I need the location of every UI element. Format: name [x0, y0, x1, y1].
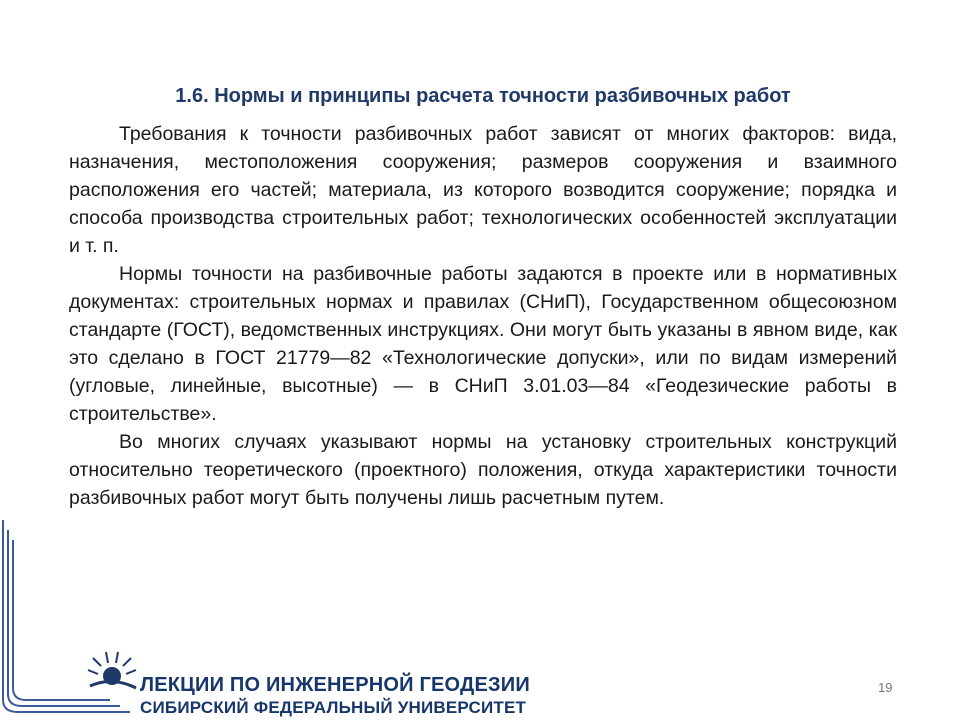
slide-title: 1.6. Нормы и принципы расчета точности разбивочных работ [175, 85, 791, 107]
page-number: 19 [878, 680, 893, 695]
paragraph: Требования к точности разбивочных работ зависят от многих факторов: вида, назначения, местоположения сооружения; размеров сооружения и взаимного расположения его частей; материала, из которого возводится сооружение; порядка и способа производства строительных работ; технологических особенностей эксплуатации и т. п. [69, 123, 897, 257]
footer-university-name: СИБИРСКИЙ ФЕДЕРАЛЬНЫЙ УНИВЕРСИТЕТ [140, 698, 527, 717]
sun-logo-icon [88, 652, 136, 688]
paragraph: Нормы точности на разбивочные работы задаются в проекте или в нормативных документах: строительных нормах и правилах (СНиП), Государственном общесоюзном стандарте (ГОСТ), ведомственных инструкциях. Они могут быть указаны в явном виде, как это сделано в ГОСТ 21779—82 «Технологические допуски», или по видам измерений (угловые, линейные, высотные) — в СНиП 3.01.03—84 «Геодезические работы в строительстве». [69, 263, 897, 425]
body-text [69, 120, 897, 512]
footer-branding [140, 673, 560, 719]
footer-lecture-title: ЛЕКЦИИ ПО ИНЖЕНЕРНОЙ ГЕОДЕЗИИ [140, 674, 530, 696]
paragraph: Во многих случаях указывают нормы на установку строительных конструкций относительно теоретического (проектного) положения, откуда характеристики точности разбивочных работ могут быть получены лишь расчетным путем. [69, 431, 897, 509]
